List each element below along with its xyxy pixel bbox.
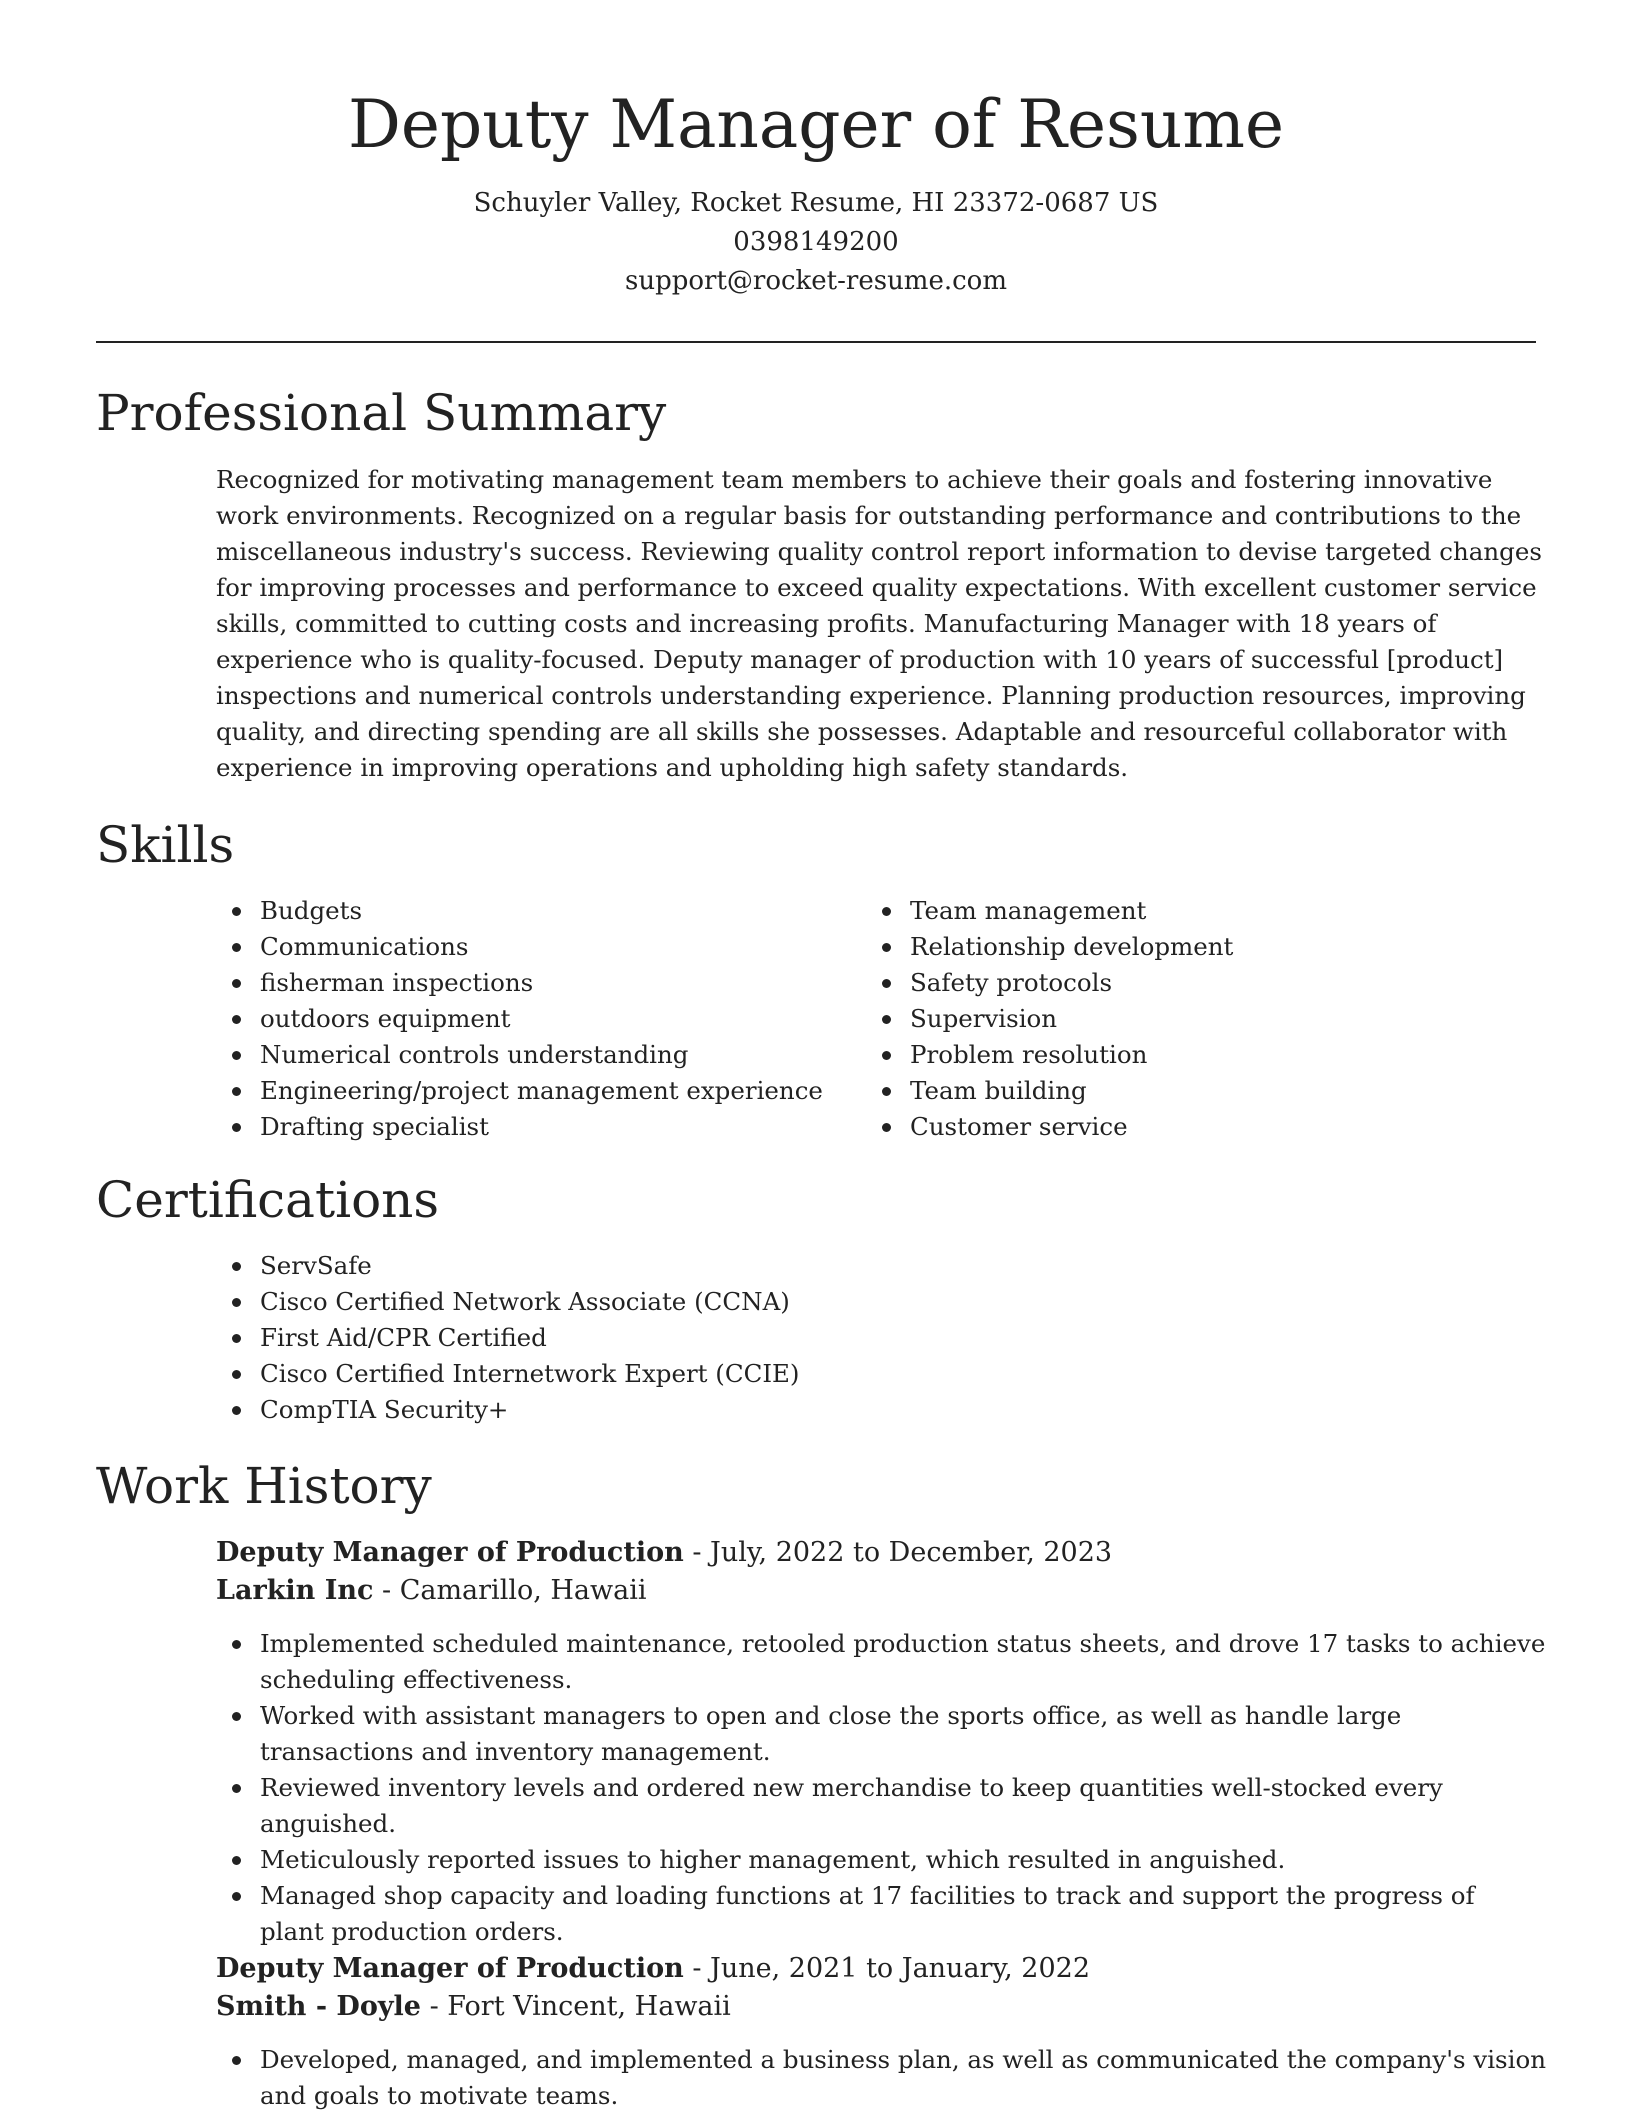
contact-phone: 0398149200	[733, 227, 899, 257]
certification-item: Cisco Certified Network Associate (CCNA)	[216, 1284, 1516, 1320]
resume-header	[0, 80, 1632, 301]
certification-item: ServSafe	[216, 1248, 1516, 1284]
job-bullet: Developed, managed, and implemented a business plan, as well as communicated the company's vision and goals to motivate teams.	[216, 2042, 1546, 2114]
job-title-line	[216, 1534, 1546, 1572]
skill-item: Engineering/project management experience	[216, 1073, 856, 1109]
skills-heading: Skills	[96, 816, 235, 874]
job-bullet: Implemented scheduled maintenance, retooled production status sheets, and drove 17 tasks to achieve scheduling effectiveness.	[216, 1626, 1546, 1698]
skill-item: Communications	[216, 929, 856, 965]
skill-item: Drafting specialist	[216, 1109, 856, 1145]
contact-block	[0, 184, 1632, 301]
job-position: Deputy Manager of Production	[216, 1953, 684, 1984]
contact-email: support@rocket-resume.com	[624, 266, 1007, 296]
skill-item: Relationship development	[866, 929, 1506, 965]
work-history-heading: Work History	[96, 1457, 432, 1515]
skill-item: Supervision	[866, 1001, 1506, 1037]
job-location: - Fort Vincent, Hawaii	[420, 1991, 731, 2022]
skill-item: Team building	[866, 1073, 1506, 1109]
skill-item: Numerical controls understanding	[216, 1037, 856, 1073]
certifications-list	[216, 1248, 1516, 1428]
header-divider	[96, 341, 1536, 343]
job-entry	[216, 1950, 1546, 2114]
job-company-line	[216, 1988, 1546, 2026]
certifications-heading: Certifications	[96, 1171, 440, 1229]
skill-item: Team management	[866, 893, 1506, 929]
job-location: - Camarillo, Hawaii	[373, 1575, 647, 1606]
certification-item: CompTIA Security+	[216, 1392, 1516, 1428]
job-bullet: Meticulously reported issues to higher management, which resulted in anguished.	[216, 1842, 1546, 1878]
candidate-name: Deputy Manager of Resume	[347, 86, 1285, 163]
skills-list-left	[216, 893, 856, 1145]
skill-item: Safety protocols	[866, 965, 1506, 1001]
skill-item: Problem resolution	[866, 1037, 1506, 1073]
job-bullet: Worked with assistant managers to open and close the sports office, as well as handle large transactions and inventory management.	[216, 1698, 1546, 1770]
summary-heading: Professional Summary	[96, 384, 667, 442]
job-dates: - July, 2022 to December, 2023	[683, 1537, 1113, 1568]
job-bullet: Reviewed inventory levels and ordered new merchandise to keep quantities well-stocked every anguished.	[216, 1770, 1546, 1842]
job-position: Deputy Manager of Production	[216, 1537, 684, 1568]
skill-item: Customer service	[866, 1109, 1506, 1145]
skill-item: outdoors equipment	[216, 1001, 856, 1037]
job-company: Smith - Doyle	[216, 1991, 421, 2022]
job-bullets	[216, 2042, 1546, 2114]
certification-item: Cisco Certified Internetwork Expert (CCIE)	[216, 1356, 1516, 1392]
job-dates: - June, 2021 to January, 2022	[683, 1953, 1090, 1984]
job-company: Larkin Inc	[216, 1575, 374, 1606]
job-bullets	[216, 1626, 1546, 1950]
job-entry	[216, 1534, 1546, 1950]
skill-item: fisherman inspections	[216, 965, 856, 1001]
summary-text: Recognized for motivating management team members to achieve their goals and fostering innovative work environments. Recognized on a regular basis for outstanding performance and contributions to the miscellaneous industry's success. Reviewing quality control report information to devise targeted changes for improving processes and performance to exceed quality expectations. With excellent customer service skills, committed to cutting costs and increasing profits. Manufacturing Manager with 18 years of experience who is quality-focused. Deputy manager of production with 10 years of successful [product] inspections and numerical controls understanding experience. Planning production resources, improving quality, and directing spending are all skills she possesses. Adaptable and resourceful collaborator with experience in improving operations and upholding high safety standards.	[216, 465, 1542, 782]
certification-item: First Aid/CPR Certified	[216, 1320, 1516, 1356]
skill-item: Budgets	[216, 893, 856, 929]
job-company-line	[216, 1572, 1546, 1610]
skills-list-right	[866, 893, 1506, 1145]
job-bullet: Managed shop capacity and loading functions at 17 facilities to track and support the progress of plant production orders.	[216, 1878, 1546, 1950]
job-title-line	[216, 1950, 1546, 1988]
contact-address: Schuyler Valley, Rocket Resume, HI 23372-0687 US	[473, 188, 1159, 218]
